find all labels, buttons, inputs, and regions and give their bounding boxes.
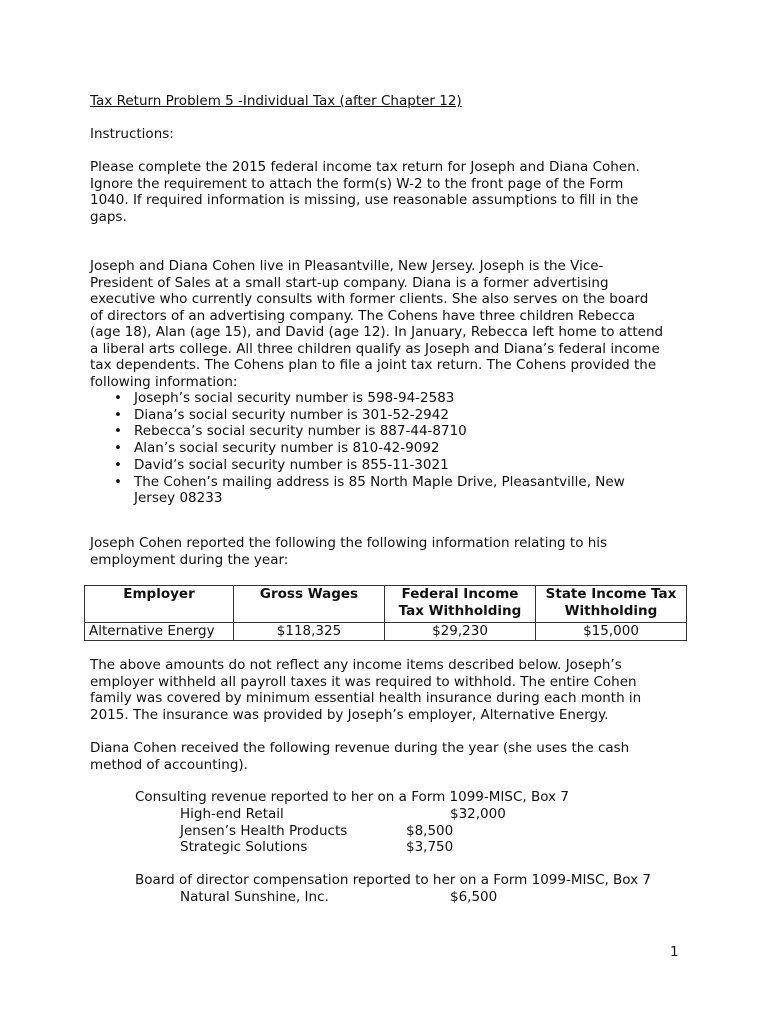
- table-header-cell: State Income Tax Withholding: [536, 586, 687, 623]
- paragraph-line: (age 18), Alan (age 15), and David (age 12). In January, Rebecca left home to attend: [90, 324, 664, 340]
- consulting-item-name: High-end Retail: [180, 806, 284, 822]
- paragraph-line: Joseph and Diana Cohen live in Pleasantville, New Jersey. Joseph is the Vice-: [90, 258, 604, 274]
- paragraph-line: Ignore the requirement to attach the form(s) W-2 to the front page of the Form: [90, 175, 624, 192]
- document-title: Tax Return Problem 5 -Individual Tax (after Chapter 12): [90, 93, 462, 109]
- consulting-item-amount: $8,500: [406, 823, 454, 839]
- table-cell-gross-wages: $118,325: [234, 623, 385, 641]
- paragraph-line: The above amounts do not reflect any income items described below. Joseph’s: [90, 657, 622, 673]
- paragraph-line: a liberal arts college. All three children qualify as Joseph and Diana’s federal income: [90, 340, 660, 357]
- paragraph-line: President of Sales at a small start-up company. Diana is a former advertising: [90, 274, 609, 291]
- board-item-amount: $6,500: [450, 889, 498, 905]
- bullet-item: • The Cohen’s mailing address is 85 North Maple Drive, Pleasantville, New: [90, 474, 690, 491]
- page-number: 1: [670, 944, 679, 960]
- paragraph-line: executive who currently consults with former clients. She also serves on the board: [90, 291, 649, 307]
- table-row: [85, 623, 687, 641]
- paragraph-line: 1040. If required information is missing, use reasonable assumptions to fill in the: [90, 192, 639, 208]
- paragraph-line: following information:: [90, 373, 238, 390]
- employment-paragraph: [90, 535, 690, 568]
- consulting-heading: Consulting revenue reported to her on a Form 1099-MISC, Box 7: [135, 789, 569, 805]
- bullet-item: • Joseph’s social security number is 598-94-2583: [90, 390, 690, 407]
- table-header-cell: Federal Income Tax Withholding: [385, 586, 536, 623]
- paragraph-line: 2015. The insurance was provided by Joseph’s employer, Alternative Energy.: [90, 706, 609, 723]
- instructions-label: Instructions:: [90, 126, 174, 142]
- info-bullet-list: [90, 390, 690, 507]
- consulting-item-amount: $32,000: [450, 806, 506, 822]
- after-table-paragraph: [90, 657, 690, 723]
- table-header-cell: Employer: [85, 586, 234, 623]
- table-cell-state-withholding: $15,000: [536, 623, 687, 641]
- bullet-item: • David’s social security number is 855-11-3021: [90, 457, 690, 474]
- paragraph-line: Please complete the 2015 federal income tax return for Joseph and Diana Cohen.: [90, 159, 640, 175]
- paragraph-line: of directors of an advertising company. The Cohens have three children Rebecca: [90, 307, 636, 324]
- paragraph-line: Diana Cohen received the following revenue during the year (she uses the cash: [90, 740, 630, 756]
- table-header-row: [85, 586, 687, 623]
- intro-paragraph: [90, 258, 690, 390]
- board-heading: Board of director compensation reported to her on a Form 1099-MISC, Box 7: [135, 872, 652, 888]
- consulting-item-name: Jensen’s Health Products: [180, 823, 348, 839]
- consulting-item-amount: $3,750: [406, 839, 454, 855]
- table-header-cell: Gross Wages: [234, 586, 385, 623]
- bullet-item: • Alan’s social security number is 810-42-9092: [90, 440, 690, 457]
- employment-table: [84, 585, 687, 641]
- instructions-paragraph: [90, 159, 690, 225]
- bullet-item: • Diana’s social security number is 301-52-2942: [90, 407, 690, 424]
- diana-paragraph: [90, 740, 690, 773]
- paragraph-line: family was covered by minimum essential health insurance during each month in: [90, 690, 642, 706]
- paragraph-line: gaps.: [90, 208, 127, 225]
- paragraph-line: Joseph Cohen reported the following the following information relating to his: [90, 535, 608, 551]
- bullet-item: • Rebecca’s social security number is 887-44-8710: [90, 423, 690, 440]
- table-cell-employer: Alternative Energy: [85, 623, 234, 641]
- bullet-item-continuation: Jersey 08233: [134, 490, 223, 507]
- table-cell-federal-withholding: $29,230: [385, 623, 536, 641]
- consulting-item-name: Strategic Solutions: [180, 839, 308, 855]
- paragraph-line: method of accounting).: [90, 756, 248, 773]
- paragraph-line: employer withheld all payroll taxes it was required to withhold. The entire Cohen: [90, 673, 637, 690]
- board-item-name: Natural Sunshine, Inc.: [180, 889, 329, 905]
- paragraph-line: tax dependents. The Cohens plan to file a joint tax return. The Cohens provided the: [90, 357, 657, 373]
- paragraph-line: employment during the year:: [90, 551, 289, 568]
